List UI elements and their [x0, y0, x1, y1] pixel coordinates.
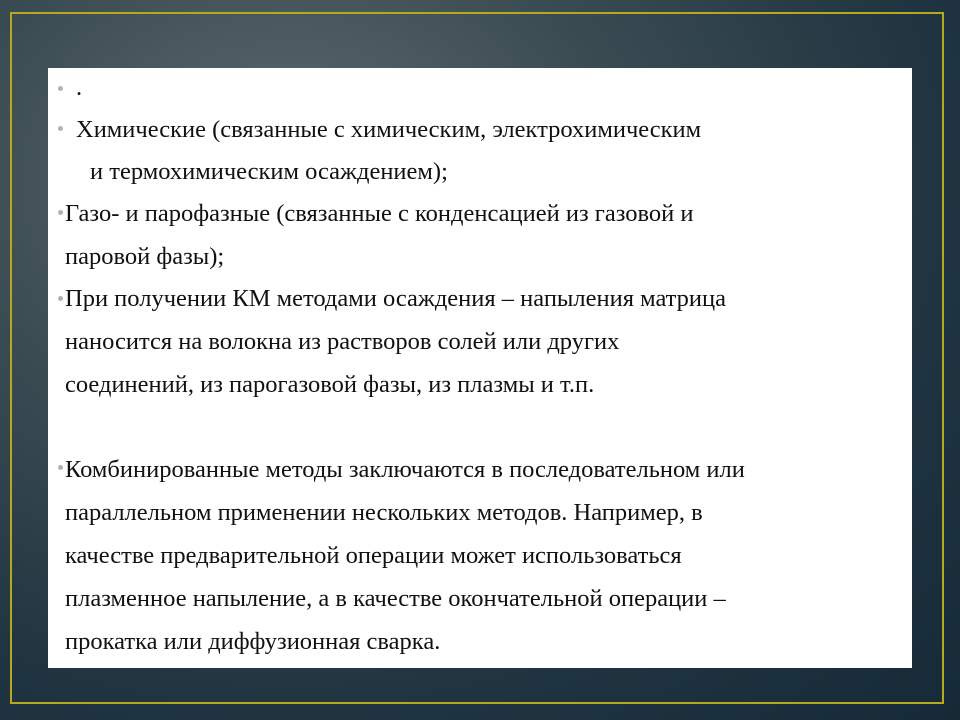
bullet-item-4-line-3: плазменное напыление, а в качестве окончательной операции – [65, 585, 726, 612]
bullet-item-1 [48, 110, 912, 150]
bullet-item-3-line-0: При получении КМ методами осаждения – напыления матрица [65, 285, 727, 312]
bullet-item-4-cont-3 [48, 579, 912, 619]
bullet-item-4-cont-2 [48, 536, 912, 576]
bullet-item-3-line-1: наносится на волокна из растворов солей или других [65, 328, 620, 355]
bullet-item-4 [48, 450, 912, 490]
bullet-item-1-cont [48, 152, 912, 192]
bullet-item-4-line-0: Комбинированные методы заключаются в последовательном или [65, 456, 745, 483]
bullet-item-2-line-0: Газо- и парофазные (связанные с конденсацией из газовой и [65, 200, 694, 227]
bullet-item-1-line-1: и термохимическим осаждением); [90, 158, 448, 185]
bullet-item-2-cont [48, 237, 912, 277]
bullet-item-0 [48, 68, 912, 108]
bullet-item-4-line-2: качестве предварительной операции может использоваться [65, 542, 682, 569]
bullet-item-2-line-1: паровой фазы); [65, 243, 225, 270]
bullet-item-4-line-4: прокатка или диффузионная сварка. [65, 628, 441, 655]
bullet-item-3-cont-1 [48, 322, 912, 362]
slide-content-panel [48, 68, 912, 668]
bullet-item-4-cont-1 [48, 493, 912, 533]
bullet-item-0-line-0: . [76, 74, 83, 101]
bullet-item-4-cont-4 [48, 622, 912, 662]
bullet-item-4-line-1: параллельном применении нескольких методов. Например, в [65, 499, 703, 526]
bullet-item-2 [48, 194, 912, 234]
bullet-item-3-cont-2 [48, 365, 912, 405]
bullet-item-3-line-2: соединений, из парогазовой фазы, из плазмы и т.п. [65, 371, 595, 398]
bullet-item-1-line-0: Химические (связанные с химическим, электрохимическим [76, 116, 702, 143]
bullet-item-3 [48, 279, 912, 319]
